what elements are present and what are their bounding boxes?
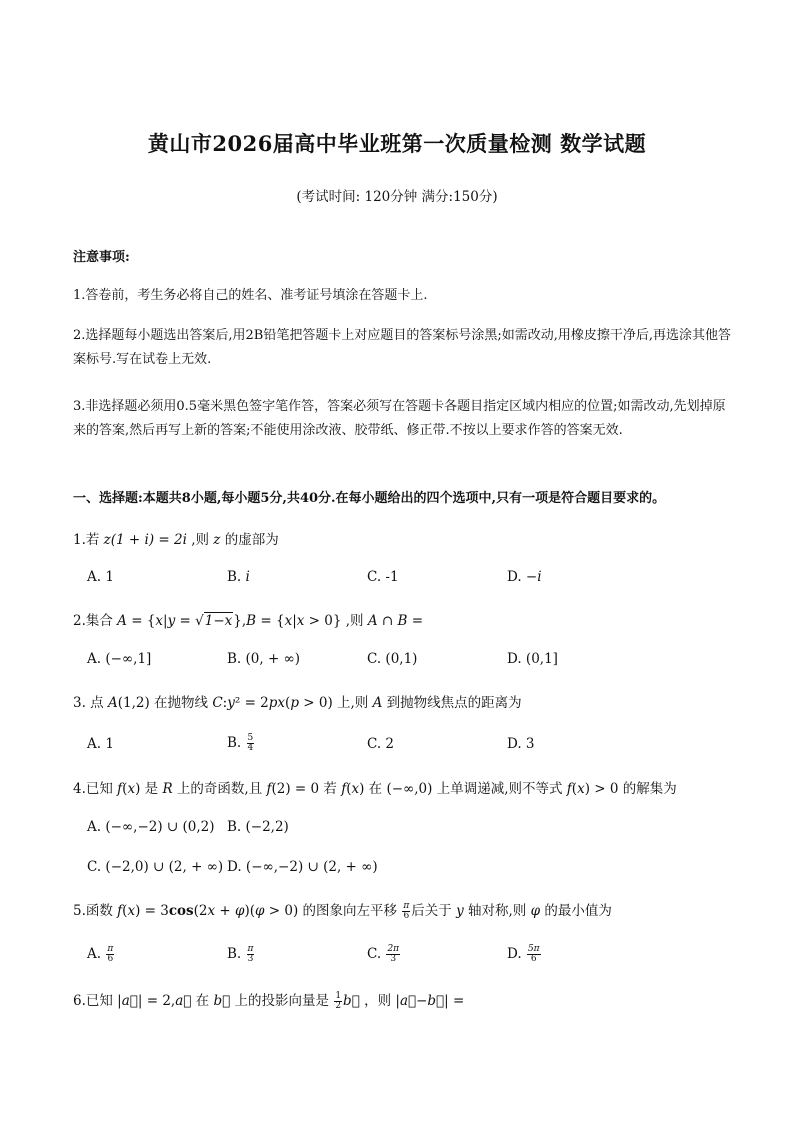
math-expr: )(	[244, 903, 256, 919]
math-var: z	[213, 532, 221, 548]
math-var: i	[537, 569, 542, 585]
fraction-numerator: 5π	[527, 944, 540, 954]
math-var: R	[162, 781, 173, 797]
fraction	[106, 945, 114, 964]
math-var: φ	[235, 903, 245, 919]
math-expr: ² = 2	[234, 695, 269, 711]
option-a: A. (−∞,−2) ∪ (0,2)	[87, 819, 215, 835]
math-expr: (	[571, 781, 578, 797]
stem-text: ，则 |	[359, 993, 400, 1009]
stem-text: 2.集合	[73, 613, 118, 629]
stem-text: ) 是	[135, 781, 163, 797]
math-var: A	[372, 695, 383, 711]
option-b	[227, 734, 255, 753]
math-expr: },	[233, 613, 247, 629]
math-var: f	[117, 903, 123, 919]
math-var: x	[127, 781, 136, 797]
stem-text: 5.函数	[73, 903, 118, 919]
option-label: B.	[227, 569, 246, 585]
fraction-denominator: 2	[335, 1001, 342, 1011]
math-expr: −	[416, 993, 428, 1009]
option-b	[227, 945, 255, 964]
math-expr: = {	[126, 613, 156, 629]
stem-text: ) 在 (−∞,0) 上单调递减,则不等式	[359, 781, 567, 797]
math-expr: =	[175, 613, 196, 629]
question-2-stem	[73, 609, 423, 629]
notice-item: 1.答卷前，考生务必将自己的姓名、准考证号填涂在答题卡上.	[73, 288, 428, 303]
math-vector: a⃗	[121, 993, 138, 1009]
math-var: px	[268, 695, 286, 711]
math-expr: +	[215, 903, 236, 919]
stem-text: 上的投影向量是	[230, 993, 334, 1009]
math-func: cos	[168, 903, 194, 919]
fraction-denominator: 6	[530, 954, 537, 964]
fraction-denominator: 6	[403, 911, 410, 921]
stem-text: 6.已知 |	[73, 993, 122, 1009]
math-var: B	[397, 613, 408, 629]
option-b	[227, 569, 250, 585]
math-expr: (	[122, 781, 128, 797]
math-expr: :	[222, 695, 228, 711]
math-var: x	[351, 781, 360, 797]
math-expr: > 0) 上,则	[298, 695, 373, 711]
option-label: B.	[227, 735, 246, 751]
fraction-denominator: 3	[247, 954, 254, 964]
fraction-numerator: 1	[335, 991, 342, 1001]
stem-text: 4.已知	[73, 781, 118, 797]
option-d	[507, 945, 542, 964]
math-var: y	[167, 613, 176, 629]
option-c	[367, 945, 401, 964]
notice-heading: 注意事项:	[73, 250, 130, 265]
option-b: B. (0, + ∞)	[227, 651, 301, 667]
math-var: i	[245, 569, 250, 585]
option-label: D. −	[507, 569, 538, 585]
math-var: x	[284, 613, 293, 629]
fraction-denominator: 3	[390, 954, 397, 964]
stem-text: 的虚部为	[220, 532, 279, 548]
option-a: A. (−∞,1]	[87, 651, 152, 667]
question-5-stem	[73, 899, 612, 921]
option-d: D. (0,1]	[507, 651, 558, 667]
fraction-numerator: π	[107, 944, 114, 954]
math-expr: = {	[256, 613, 285, 629]
math-vector: b⃗	[213, 993, 231, 1009]
notice-item: 3.非选择题必须用0.5毫米黑色签字笔作答，答案必须写在答题卡各题目指定区域内相应的位置;如需改动,先划掉原来的答案,然后再写上新的答案;不能使用涂改液、胶带纸、修正带.不按以上要求作答的答案无效.	[73, 399, 726, 438]
sqrt-sign: √	[195, 613, 204, 629]
stem-text: 1.若	[73, 532, 104, 548]
stem-text: 到抛物线焦点的距离为	[382, 695, 522, 711]
math-var: A	[117, 613, 127, 629]
stem-text: 的最小值为	[540, 903, 612, 919]
fraction	[527, 945, 541, 964]
question-1-stem	[73, 528, 279, 548]
option-a: A. 1	[87, 736, 114, 752]
stem-text: 轴对称,则	[463, 903, 531, 919]
option-c: C. -1	[367, 569, 399, 585]
option-b: B. (−2,2)	[227, 819, 289, 835]
stem-text: ,则	[186, 532, 214, 548]
math-var: φ	[255, 903, 265, 919]
fraction-numerator: 5	[247, 733, 254, 743]
math-var: x	[207, 903, 216, 919]
stem-text: > 0) 的图象向左平移	[264, 903, 402, 919]
sqrt-radicand: 1−x	[204, 613, 233, 629]
fraction	[334, 992, 342, 1011]
option-d	[507, 569, 542, 585]
option-label: B.	[227, 946, 246, 962]
math-expr: | =	[444, 993, 465, 1009]
exam-info: (考试时间: 120分钟 满分:150分)	[296, 189, 498, 205]
option-a	[87, 945, 115, 964]
option-a: A. 1	[87, 569, 114, 585]
math-expr: (2	[193, 903, 208, 919]
math-var: f	[117, 781, 123, 797]
option-c: C. (−2,0) ∪ (2, + ∞)	[87, 859, 224, 875]
math-var: f	[266, 781, 272, 797]
option-c: C. 2	[367, 736, 395, 752]
question-4-stem	[73, 777, 677, 797]
notice-item: 2.选择题每小题选出答案后,用2B铅笔把答题卡上对应题目的答案标号涂黑;如需改动,用橡皮擦干净后,再选涂其他答案标号.写在试卷上无效.	[73, 328, 732, 367]
fraction-denominator: 4	[247, 743, 254, 753]
math-var: C	[212, 695, 223, 711]
math-var: A	[367, 613, 378, 629]
option-label: D.	[507, 946, 526, 962]
fraction	[247, 734, 255, 753]
math-var: x	[155, 613, 164, 629]
option-c: C. (0,1)	[367, 651, 418, 667]
math-expr: (	[122, 903, 128, 919]
question-6-stem	[73, 989, 464, 1011]
math-var: y	[456, 903, 464, 919]
option-d: D. 3	[507, 736, 535, 752]
fraction-denominator: 6	[107, 954, 114, 964]
stem-text: 上的奇函数,且	[172, 781, 267, 797]
math-expr: ) = 3	[135, 903, 169, 919]
stem-text: (2) = 0 若	[271, 781, 342, 797]
math-var: φ	[530, 903, 541, 919]
math-var: f	[566, 781, 572, 797]
math-expr: (	[346, 781, 352, 797]
math-var: x	[577, 781, 585, 797]
math-vector: a⃗	[399, 993, 417, 1009]
math-var: x	[127, 903, 136, 919]
math-expr: =	[407, 613, 424, 629]
question-3-stem	[73, 691, 522, 711]
math-expr: ∩	[377, 613, 398, 629]
math-vector: b⃗	[343, 993, 360, 1009]
fraction-numerator: π	[247, 944, 254, 954]
stem-text: 后关于	[411, 903, 457, 919]
stem-text: 在	[191, 993, 214, 1009]
math-expr: | = 2,	[137, 993, 176, 1009]
math-expr: (1,2) 在抛物线	[117, 695, 213, 711]
option-d: D. (−∞,−2) ∪ (2, + ∞)	[227, 859, 378, 875]
math-expr: |	[292, 613, 297, 629]
fraction	[247, 945, 255, 964]
math-var: y	[227, 695, 235, 711]
fraction	[386, 945, 400, 964]
math-expr: > 0} ,则	[304, 613, 368, 629]
math-var: B	[246, 613, 257, 629]
math-var: A	[107, 695, 118, 711]
math-expr: z(1 + i) = 2i	[103, 532, 187, 548]
math-vector: b⃗	[427, 993, 445, 1009]
page-title: 黄山市2026届高中毕业班第一次质量检测 数学试题	[147, 131, 647, 156]
fraction-numerator: 2π	[387, 944, 400, 954]
option-label: A.	[87, 946, 106, 962]
stem-text: 3. 点	[73, 695, 108, 711]
stem-text: ) > 0 的解集为	[584, 781, 677, 797]
math-expr: (	[285, 695, 291, 711]
fraction	[402, 902, 410, 921]
option-label: C.	[367, 946, 386, 962]
math-expr: |	[163, 613, 168, 629]
math-var: x	[296, 613, 305, 629]
math-var: p	[290, 695, 299, 711]
section-heading: 一、选择题:本题共8小题,每小题5分,共40分.在每小题给出的四个选项中,只有一项是符合题目要求的。	[73, 491, 666, 506]
math-vector: a⃗	[175, 993, 192, 1009]
fraction-numerator: π	[403, 901, 410, 911]
math-var: f	[341, 781, 347, 797]
